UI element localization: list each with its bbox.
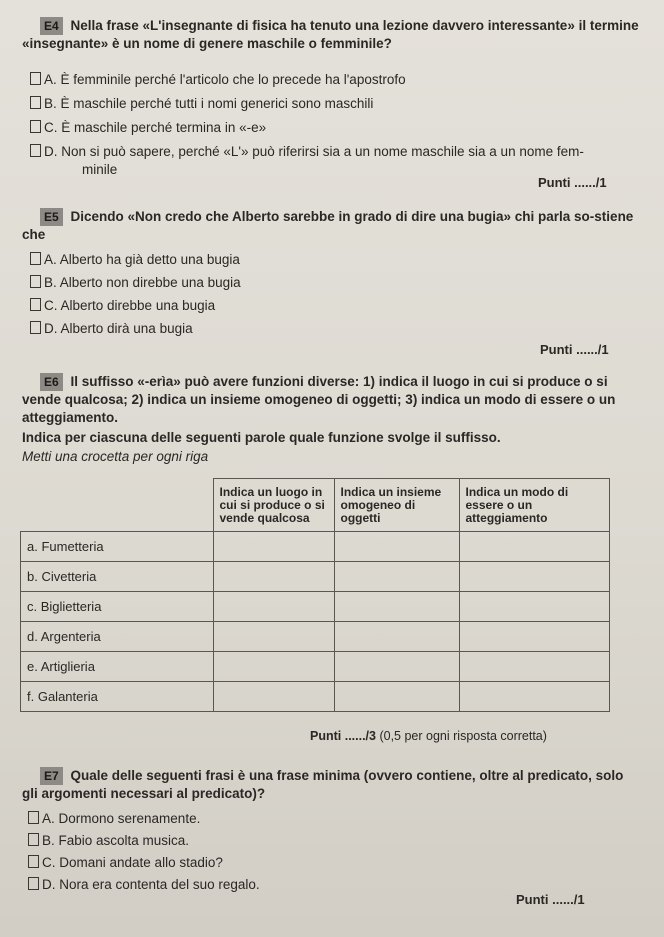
e4-question	[22, 17, 640, 53]
e5-text: Dicendo «Non credo che Alberto sarebbe in grado di dire una bugia» chi parla so-stiene che	[22, 209, 634, 242]
e6-text: Il suffisso «-erìa» può avere funzioni diverse: 1) indica il luogo in cui si produce o si vende qualcosa; 2) indica un insieme omogeneo di oggetti; 3) indica un modo di essere o un atteggiamento.	[22, 374, 616, 425]
col-header-modo: Indica un modo di essere o un atteggiamento	[459, 479, 610, 532]
e4-text: Nella frase «L'insegnante di fisica ha tenuto una lezione davvero interessante» il termine «insegnante» è un nome di genere maschile o femminile?	[22, 18, 639, 51]
row-label: a. Fumetteria	[21, 532, 214, 562]
e7-score: Punti ....../1	[516, 892, 585, 907]
checkbox-icon[interactable]	[28, 855, 39, 868]
e4-option-a[interactable]: A. È femminile perché l'articolo che lo precede ha l'apostrofo	[30, 72, 406, 87]
answer-cell[interactable]	[213, 682, 334, 712]
row-label: d. Argenteria	[21, 622, 214, 652]
answer-cell[interactable]	[213, 532, 334, 562]
e4-option-c[interactable]: C. È maschile perché termina in «-e»	[30, 120, 266, 135]
answer-cell[interactable]	[213, 592, 334, 622]
col-header-insieme: Indica un insieme omogeneo di oggetti	[334, 479, 459, 532]
answer-cell[interactable]	[459, 562, 610, 592]
e5-score: Punti ....../1	[540, 342, 609, 357]
checkbox-icon[interactable]	[28, 877, 39, 890]
checkbox-icon[interactable]	[30, 144, 41, 157]
e5-option-c[interactable]: C. Alberto direbbe una bugia	[30, 298, 215, 313]
e6-subinstruction: Metti una crocetta per ogni riga	[22, 449, 209, 464]
col-header-luogo: Indica un luogo in cui si produce o si vende qualcosa	[213, 479, 334, 532]
e5-option-a[interactable]: A. Alberto ha già detto una bugia	[30, 252, 240, 267]
checkbox-icon[interactable]	[30, 96, 41, 109]
answer-cell[interactable]	[334, 592, 459, 622]
answer-cell[interactable]	[459, 652, 610, 682]
e6-tag: E6	[40, 373, 63, 391]
e6-instruction: Indica per ciascuna delle seguenti parole quale funzione svolge il suffisso.	[22, 430, 501, 445]
answer-cell[interactable]	[334, 682, 459, 712]
checkbox-icon[interactable]	[30, 120, 41, 133]
answer-cell[interactable]	[213, 562, 334, 592]
answer-cell[interactable]	[459, 622, 610, 652]
table-row	[21, 622, 610, 652]
e7-question	[22, 767, 640, 803]
e4-option-b[interactable]: B. È maschile perché tutti i nomi generici sono maschili	[30, 96, 373, 111]
e5-option-d[interactable]: D. Alberto dirà una bugia	[30, 321, 193, 336]
row-label: e. Artiglieria	[21, 652, 214, 682]
e4-option-d-cont: minile	[82, 162, 118, 177]
e4-score: Punti ....../1	[538, 175, 607, 190]
answer-cell[interactable]	[459, 532, 610, 562]
table-row	[21, 652, 610, 682]
checkbox-icon[interactable]	[30, 275, 41, 288]
answer-cell[interactable]	[334, 532, 459, 562]
checkbox-icon[interactable]	[28, 811, 39, 824]
e6-question	[22, 373, 640, 427]
answer-cell[interactable]	[334, 652, 459, 682]
answer-cell[interactable]	[334, 562, 459, 592]
checkbox-icon[interactable]	[30, 321, 41, 334]
checkbox-icon[interactable]	[28, 833, 39, 846]
e7-tag: E7	[40, 767, 63, 785]
table-corner	[21, 479, 214, 532]
e7-option-b[interactable]: B. Fabio ascolta musica.	[28, 833, 189, 848]
answer-cell[interactable]	[334, 622, 459, 652]
answer-cell[interactable]	[459, 682, 610, 712]
row-label: b. Civetteria	[21, 562, 214, 592]
e4-tag: E4	[40, 17, 63, 35]
suffix-function-table	[20, 478, 610, 712]
e7-option-d[interactable]: D. Nora era contenta del suo regalo.	[28, 877, 260, 892]
table-row	[21, 682, 610, 712]
table-row	[21, 532, 610, 562]
e6-score: Punti ....../3 (0,5 per ogni risposta corretta)	[310, 729, 547, 743]
row-label: f. Galanteria	[21, 682, 214, 712]
e4-option-d[interactable]: D. Non si può sapere, perché «L'» può riferirsi sia a un nome maschile sia a un nome fem-	[30, 144, 584, 159]
answer-cell[interactable]	[213, 652, 334, 682]
table-row	[21, 562, 610, 592]
e5-question	[22, 208, 640, 244]
answer-cell[interactable]	[213, 622, 334, 652]
table-row	[21, 592, 610, 622]
e5-tag: E5	[40, 208, 63, 226]
e7-option-c[interactable]: C. Domani andate allo stadio?	[28, 855, 223, 870]
checkbox-icon[interactable]	[30, 252, 41, 265]
answer-cell[interactable]	[459, 592, 610, 622]
e7-option-a[interactable]: A. Dormono serenamente.	[28, 811, 200, 826]
checkbox-icon[interactable]	[30, 72, 41, 85]
row-label: c. Biglietteria	[21, 592, 214, 622]
checkbox-icon[interactable]	[30, 298, 41, 311]
e5-option-b[interactable]: B. Alberto non direbbe una bugia	[30, 275, 241, 290]
e7-text: Quale delle seguenti frasi è una frase minima (ovvero contiene, oltre al predicato, solo gli argomenti necessari al predicato)?	[22, 768, 624, 801]
